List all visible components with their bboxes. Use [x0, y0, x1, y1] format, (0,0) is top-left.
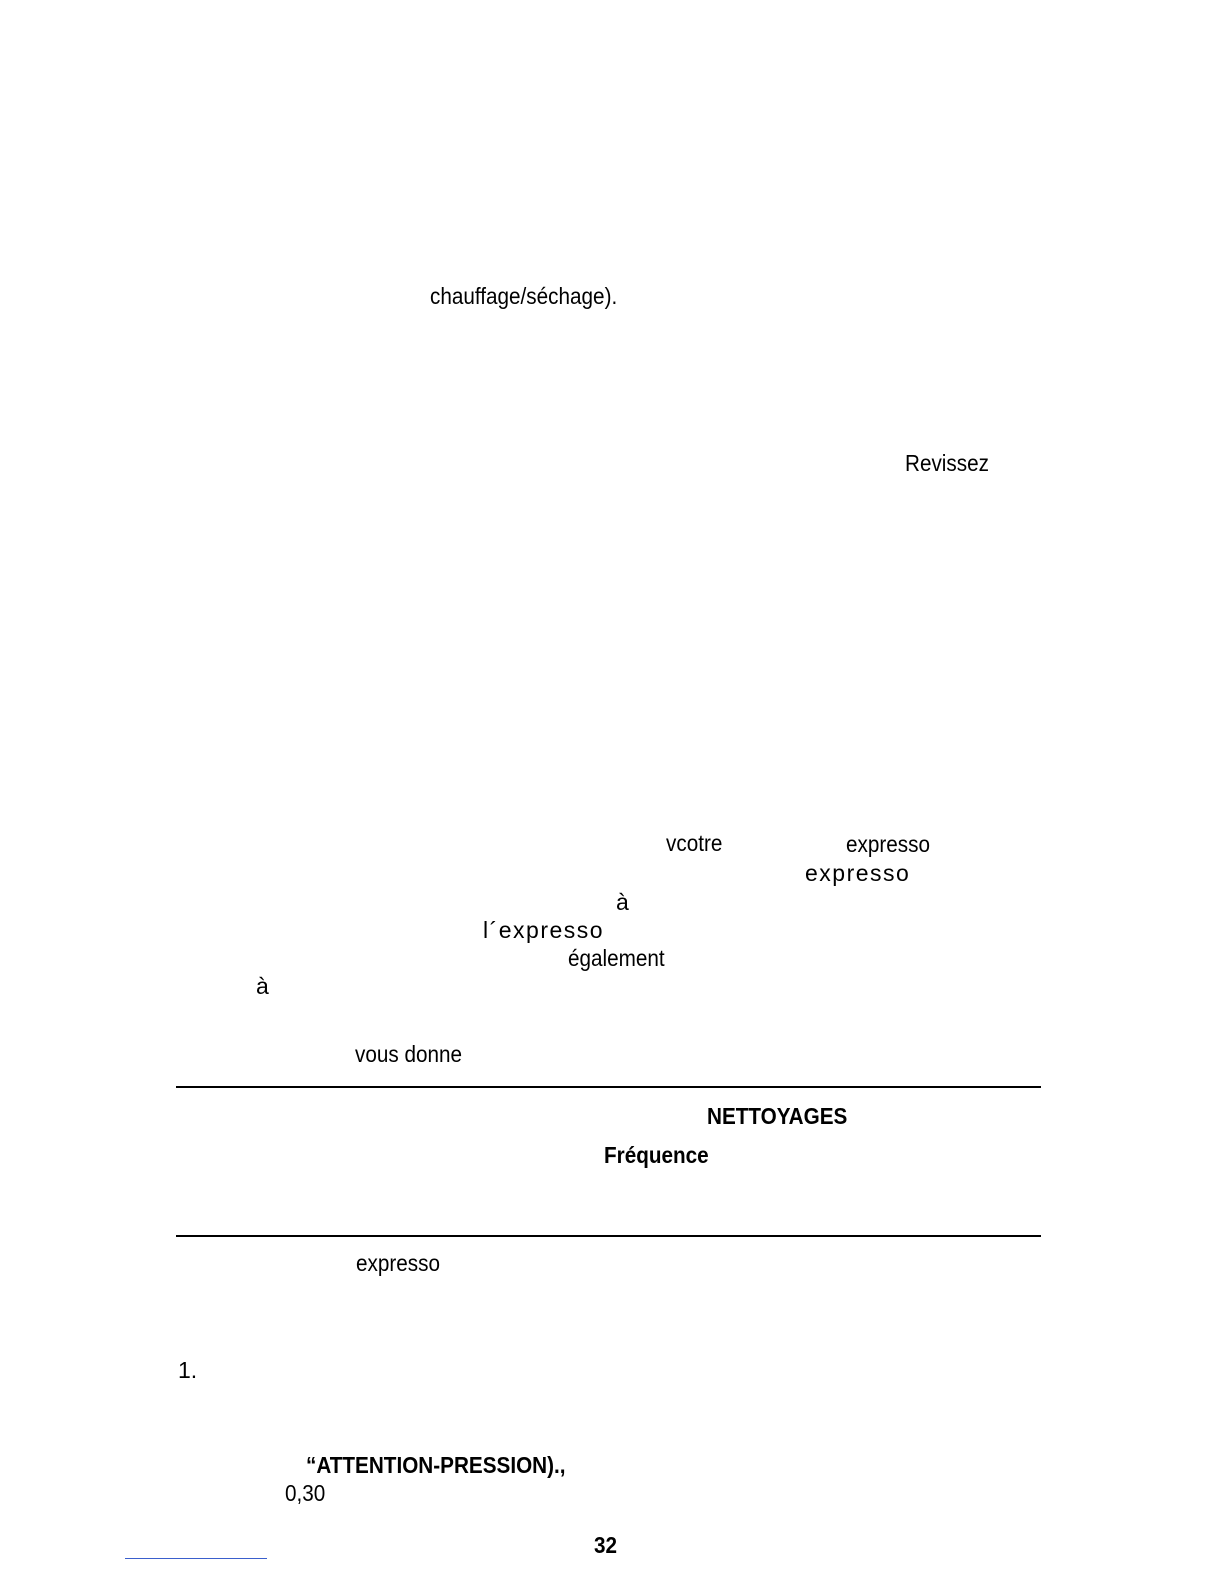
list-number: 1.: [178, 1357, 198, 1383]
text-fragment-expresso: expresso: [356, 1250, 440, 1276]
text-fragment-lexpresso: l´expresso: [483, 917, 605, 943]
text-fragment-attention-pression: “ATTENTION-PRESSION).,: [306, 1452, 566, 1478]
footer-link-underline: [125, 1558, 267, 1559]
text-fragment-expresso: expresso: [805, 860, 911, 886]
table-title: NETTOYAGES: [707, 1103, 848, 1129]
table-top-rule: [176, 1086, 1041, 1088]
text-fragment-value: 0,30: [285, 1480, 326, 1506]
text-fragment-chauffage: chauffage/séchage).: [430, 283, 618, 309]
page-number: 32: [594, 1532, 618, 1558]
text-fragment-revissez: Revissez: [905, 450, 989, 476]
text-fragment-egalement: également: [568, 945, 665, 971]
text-fragment-vcotre: vcotre: [666, 830, 723, 856]
text-fragment-a: à: [616, 889, 629, 915]
table-column-header-frequence: Fréquence: [604, 1142, 709, 1168]
text-fragment-expresso: expresso: [846, 831, 930, 857]
table-header-rule: [176, 1235, 1041, 1237]
text-fragment-a: à: [256, 973, 269, 999]
text-fragment-vous-donne: vous donne: [355, 1041, 463, 1067]
